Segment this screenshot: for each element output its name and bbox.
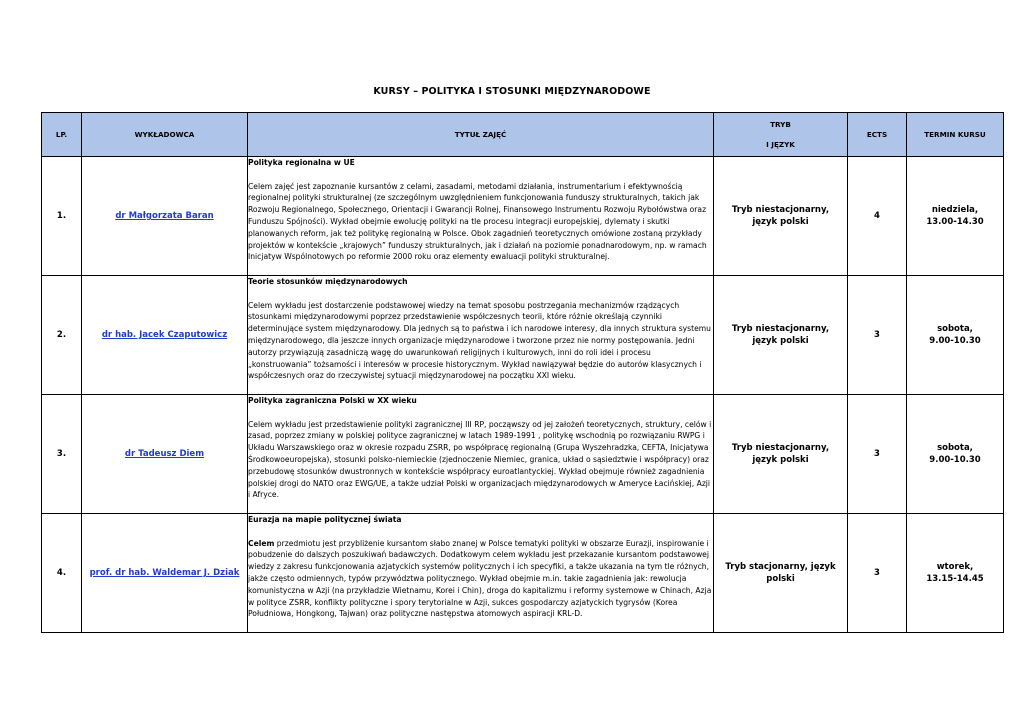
ects-value: 3	[848, 514, 907, 633]
mode-cell	[714, 276, 848, 395]
header-lp: LP.	[42, 113, 82, 157]
mode-line2: język polski	[752, 336, 809, 346]
table-header-row	[42, 113, 1004, 157]
term-day: sobota,	[937, 324, 973, 334]
course-cell	[248, 395, 714, 514]
table-row	[42, 395, 1004, 514]
course-description	[248, 181, 713, 264]
term-cell	[907, 276, 1004, 395]
lecturer-cell	[82, 157, 248, 276]
course-cell	[248, 157, 714, 276]
term-hours: 13.00-14.30	[926, 217, 984, 227]
course-description	[248, 419, 713, 502]
lecturer-link[interactable]: dr Tadeusz Diem	[124, 449, 205, 459]
term-day: niedziela,	[931, 205, 979, 215]
lecturer-link[interactable]: prof. dr hab. Waldemar J. Dziak	[89, 568, 240, 578]
description-lead: Celem	[248, 538, 275, 548]
mode-line1: Tryb niestacjonarny,	[731, 443, 830, 453]
header-mode	[714, 113, 848, 157]
header-term: TERMIN KURSU	[907, 113, 1004, 157]
term-cell	[907, 514, 1004, 633]
description-text: przedmiotu jest przybliżenie kursantom słabo znanej w Polsce tematyki polityki w obszarze Eurazji, inspirowanie i pobudzenie do dalszych poszukiwań badawczych. Dodatkowym celem wykładu jest przekazanie kursantom podstawowej wiedzy z zakresu funkcjonowania azjatyckich systemów politycznych i ich specyfiki, a także ukazania na tym tle różnych, jakże często odmiennych, typów przywództwa politycznego. Wykład obejmie m.in. takie zagadnienia jak: rewolucja komunistyczna w Azji (na przykładzie Wietnamu, Korei i Chin), droga do kapitalizmu i reformy systemowe w Chinach, Azja w polityce ZSRR, konflikty polityczne i spory terytorialne w Azji, sukces gospodarczy azjatyckich tygrysów (Korea Południowa, Hongkong, Tajwan) oraz polityczne następstwa atomowych aspiracji KRL-D.	[248, 538, 712, 619]
course-title: Polityka regionalna w UE	[248, 158, 355, 167]
mode-line1: Tryb niestacjonarny,	[731, 324, 830, 334]
header-mode-spacer	[714, 130, 847, 140]
table-row	[42, 157, 1004, 276]
lecturer-cell	[82, 514, 248, 633]
description-text: Celem zajęć jest zapoznanie kursantów z celami, zasadami, metodami działania, instrumentarium i efektywnością regionalnej polityki strukturalnej (ze szczególnym uwzględnieniem funkcjonowania funduszy strukturalnych, takich jak Rozwoju Regionalnego, Społecznego, Orientacji i Gwarancji Rolnej, Finansowego Instrumentu Rozwoju Rybołówstwa oraz Funduszu Spójności). Wykład obejmie ewolucję polityki na tle procesu integracji europejskiej, dylematy i skutki planowanych reform, jak też politykę regionalną w Polsce. Obok zagadnień teoretycznych omówione zostaną przykłady projektów w kontekście „krajowych” funduszy strukturalnych, jak i działań na poziomie ponadnarodowym, np. w ramach Inicjatyw Wspólnotowych po reformie 2000 roku oraz elementy ewaluacji polityki strukturalnej.	[248, 181, 707, 262]
term-day: wtorek,	[936, 562, 974, 572]
mode-line2: język polski	[752, 455, 809, 465]
mode-cell	[714, 514, 848, 633]
course-description	[248, 300, 713, 383]
lecturer-link[interactable]: dr Małgorzata Baran	[115, 211, 214, 221]
mode-cell	[714, 157, 848, 276]
header-ects: ECTS	[848, 113, 907, 157]
description-text: Celem wykładu jest dostarczenie podstawowej wiedzy na temat sposobu postrzegania mechanizmów rządzących stosunkami międzynarodowymi poprzez przedstawienie współczesnych teorii, które różnie określają czynniki determinujące system międzynarodowy. Dla jednych są to państwa i ich narodowe interesy, dla innych struktura systemu międzynarodowego, dla jeszcze innych organizacje międzynarodowe i tworzone przez nie normy postępowania. Jedni autorzy przywiązują zasadniczą wagę do uwarunkowań religijnych i kulturowych, inni do roli idei i procesu „konstruowania” tożsamości i interesów w procesie historycznym. Wykład nawiązywał będzie do autorów klasycznych i współczesnych oraz do rzeczywistej sytuacji międzynarodowej na początku XXI wieku.	[248, 300, 711, 381]
term-hours: 9.00-10.30	[929, 336, 981, 346]
row-number: 2.	[42, 276, 82, 395]
header-mode-line2: I JĘZYK	[766, 139, 795, 149]
mode-cell	[714, 395, 848, 514]
lecturer-cell	[82, 395, 248, 514]
lecturer-cell	[82, 276, 248, 395]
ects-value: 4	[848, 157, 907, 276]
mode-line1: Tryb niestacjonarny,	[731, 205, 830, 215]
description-text: Celem wykładu jest przedstawienie polityki zagranicznej III RP, począwszy od jej założeń teoretycznych, struktury, celów i zasad, poprzez zmiany w polskiej polityce zagranicznej w latach 1989-1991 , politykę wschodnią po rozwiązaniu RWPG i Układu Warszawskiego oraz w okresie rozpadu ZSRR, po współpracę regionalną (Grupa Wyszehradzka, CEFTA, Inicjatywa Środkowoeuropejska), stosunki polsko-niemieckie (zjednoczenie Niemiec, granica, układ o sąsiedztwie i współpracy) oraz przebudowę stosunków dwustronnych w kontekście współpracy euroatlantyckiej. Wykład obejmuje również zagadnienia polskiej drogi do NATO oraz EWG/UE, a także udział Polski w organizacjach międzynarodowych w Ameryce Łacińskiej, Azji i Afryce.	[248, 419, 712, 500]
courses-table	[41, 112, 1004, 633]
course-title: Eurazja na mapie politycznej świata	[248, 515, 402, 524]
term-cell	[907, 395, 1004, 514]
course-description	[248, 538, 713, 621]
term-day: sobota,	[937, 443, 973, 453]
course-cell	[248, 276, 714, 395]
course-cell	[248, 514, 714, 633]
mode-line2: polski	[766, 574, 795, 584]
table-row	[42, 276, 1004, 395]
term-cell	[907, 157, 1004, 276]
page-title: KURSY – POLITYKA I STOSUNKI MIĘDZYNARODOWE	[373, 86, 651, 97]
header-mode-line1: TRYB	[770, 119, 791, 129]
header-course-title: TYTUŁ ZAJĘĆ	[248, 113, 714, 157]
mode-line2: język polski	[752, 217, 809, 227]
table-row	[42, 514, 1004, 633]
mode-line1: Tryb stacjonarny, język	[725, 562, 836, 572]
row-number: 3.	[42, 395, 82, 514]
ects-value: 3	[848, 276, 907, 395]
ects-value: 3	[848, 395, 907, 514]
row-number: 4.	[42, 514, 82, 633]
lecturer-link[interactable]: dr hab. Jacek Czaputowicz	[101, 330, 228, 340]
header-lecturer: WYKŁADOWCA	[82, 113, 248, 157]
row-number: 1.	[42, 157, 82, 276]
course-title: Teorie stosunków międzynarodowych	[248, 277, 408, 286]
course-title: Polityka zagraniczna Polski w XX wieku	[248, 396, 417, 405]
term-hours: 13.15-14.45	[926, 574, 984, 584]
term-hours: 9.00-10.30	[929, 455, 981, 465]
